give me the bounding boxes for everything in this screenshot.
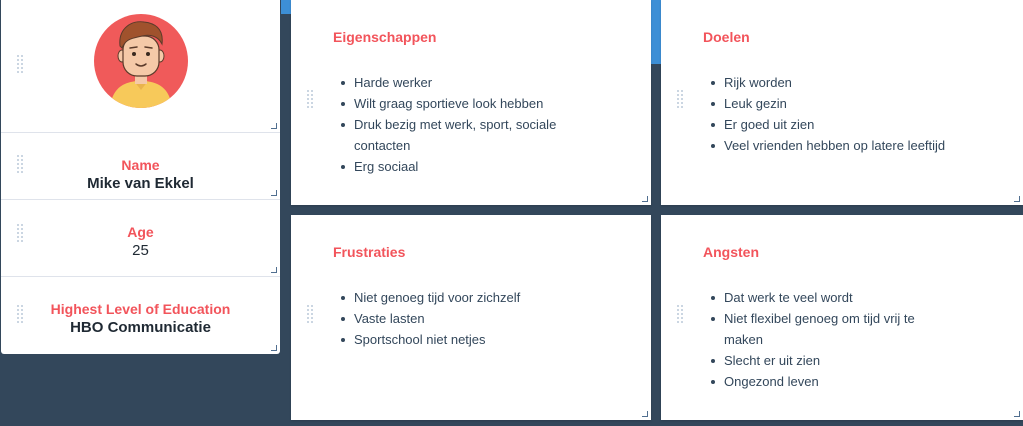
bullet-list[interactable]	[341, 72, 556, 177]
list-item-line: contacten	[354, 138, 411, 153]
list-item: Vaste lasten	[341, 308, 520, 329]
list-item: Harde werker	[341, 72, 556, 93]
avatar-cell	[1, 0, 280, 133]
list-item: Wilt graag sportieve look hebben	[341, 93, 556, 114]
age-label: Age	[127, 224, 154, 240]
card-eigenschappen	[291, 0, 651, 205]
avatar-icon	[94, 14, 188, 108]
list-item	[341, 114, 556, 156]
drag-handle-icon[interactable]	[307, 90, 313, 110]
education-label: Highest Level of Education	[50, 301, 231, 317]
card-title: Frustraties	[333, 244, 406, 260]
name-label: Name	[121, 157, 160, 173]
drag-handle-icon[interactable]	[307, 305, 313, 325]
resize-handle-icon[interactable]	[642, 196, 648, 202]
list-item: Veel vrienden hebben op latere leeftijd	[711, 135, 945, 156]
list-item: Er goed uit zien	[711, 114, 945, 135]
accent-strip-left	[281, 0, 291, 14]
age-cell	[1, 200, 280, 277]
name-value[interactable]: Mike van Ekkel	[87, 175, 194, 192]
bullet-list[interactable]	[711, 72, 945, 156]
bullet-list[interactable]	[341, 287, 520, 350]
education-value[interactable]: HBO Communicatie	[70, 319, 211, 336]
card-frustraties	[291, 215, 651, 420]
card-title: Eigenschappen	[333, 29, 437, 45]
list-item: Niet genoeg tijd voor zichzelf	[341, 287, 520, 308]
list-item-line: maken	[724, 332, 764, 347]
list-item-line: Druk bezig met werk, sport, sociale	[354, 117, 557, 132]
bullet-list[interactable]	[711, 287, 915, 392]
resize-handle-icon[interactable]	[642, 411, 648, 417]
card-angsten	[661, 215, 1023, 420]
list-item: Slecht er uit zien	[711, 350, 915, 371]
card-doelen	[661, 0, 1023, 205]
resize-handle-icon[interactable]	[271, 190, 277, 196]
resize-handle-icon[interactable]	[1014, 411, 1020, 417]
list-item: Sportschool niet netjes	[341, 329, 520, 350]
name-cell	[1, 133, 280, 200]
list-item-line: Niet flexibel genoeg om tijd vrij te	[724, 311, 915, 326]
resize-handle-icon[interactable]	[271, 345, 277, 351]
list-item: Leuk gezin	[711, 93, 945, 114]
list-item: Dat werk te veel wordt	[711, 287, 915, 308]
list-item: Rijk worden	[711, 72, 945, 93]
list-item: Erg sociaal	[341, 156, 556, 177]
list-item: Ongezond leven	[711, 371, 915, 392]
resize-handle-icon[interactable]	[1014, 196, 1020, 202]
resize-handle-icon[interactable]	[271, 123, 277, 129]
card-title: Angsten	[703, 244, 759, 260]
age-value[interactable]: 25	[132, 242, 149, 259]
avatar	[94, 14, 188, 108]
card-title: Doelen	[703, 29, 750, 45]
resize-handle-icon[interactable]	[271, 267, 277, 273]
profile-column	[1, 0, 280, 354]
education-cell	[1, 277, 280, 354]
drag-handle-icon[interactable]	[17, 55, 23, 75]
drag-handle-icon[interactable]	[677, 305, 683, 325]
list-item	[711, 308, 915, 350]
accent-strip-right	[651, 0, 661, 64]
drag-handle-icon[interactable]	[677, 90, 683, 110]
